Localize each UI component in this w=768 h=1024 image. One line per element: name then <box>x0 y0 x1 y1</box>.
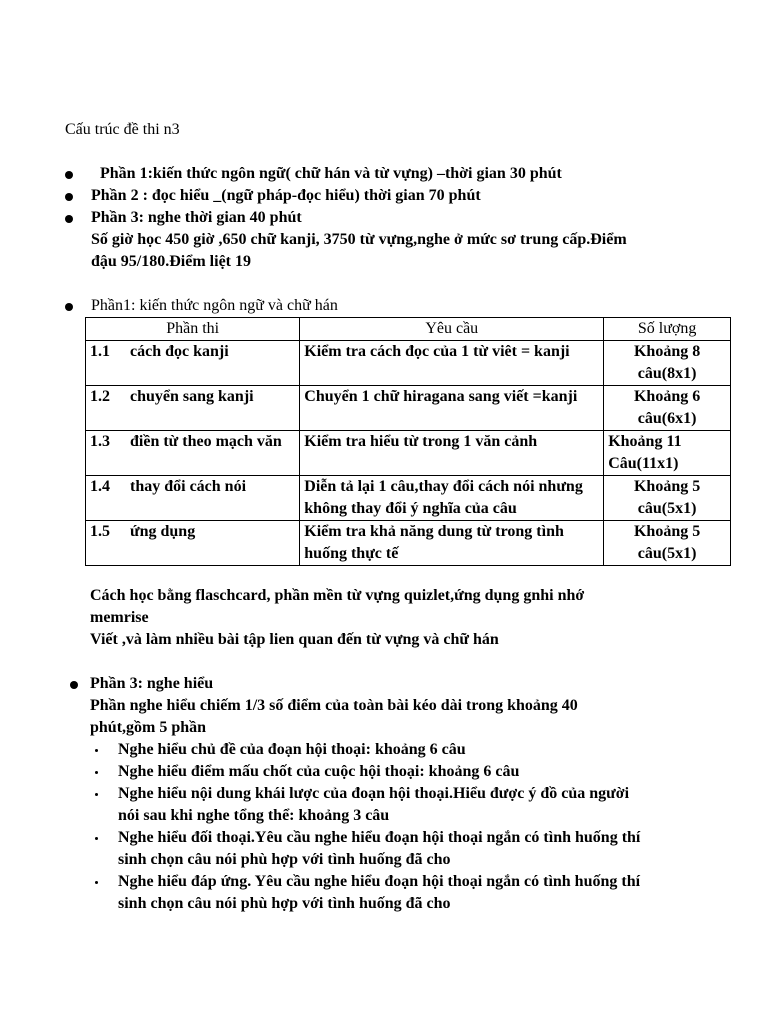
header-cell: Số lượng <box>604 318 731 341</box>
bullet-icon <box>95 881 98 884</box>
bullet-icon <box>95 749 98 752</box>
list-item: Nghe hiểu chủ đề của đoạn hội thoại: khoảng 6 câu <box>70 739 735 761</box>
quantity-cell: Khoảng 11 Câu(11x1) <box>604 431 731 476</box>
bullet-icon <box>95 837 98 840</box>
header-cell: Yêu cầu <box>300 318 604 341</box>
requirement-cell: Kiểm tra khả năng dung từ trong tình huống thực tế <box>300 521 604 566</box>
list-item: Nghe hiểu điểm mấu chốt của cuộc hội thoại: khoảng 6 câu <box>70 761 735 783</box>
quantity-cell: Khoảng 5 câu(5x1) <box>604 521 731 566</box>
study-method: Cách học bằng flaschcard, phần mền từ vựng quizlet,ứng dụng gnhi nhớ memrise Viết ,và làm nhiều bài tập lien quan đến từ vựng và chữ hán <box>90 587 585 648</box>
part-2-item: Phần 2 : đọc hiểu _(ngữ pháp-đọc hiểu) thời gian 70 phút <box>65 185 735 207</box>
parts-list <box>65 163 735 273</box>
part1-heading: Phần1: kiến thức ngôn ngữ và chữ hán <box>65 295 735 317</box>
bullet-icon <box>65 171 73 179</box>
quantity-cell: Khoảng 5 câu(5x1) <box>604 476 731 521</box>
part-3-item: Phần 3: nghe thời gian 40 phút <box>65 207 735 229</box>
part1-heading-block <box>65 295 735 317</box>
part3-intro: Phần nghe hiểu chiếm 1/3 số điểm của toàn bài kéo dài trong khoảng 40 phút,gồm 5 phần <box>90 697 578 736</box>
part-1-item: Phần 1:kiến thức ngôn ngữ( chữ hán và từ vựng) –thời gian 30 phút <box>65 163 735 185</box>
section-cell: 1.2 chuyển sang kanji <box>86 386 300 431</box>
part3-section <box>70 673 735 915</box>
quantity-cell: Khoảng 6 câu(6x1) <box>604 386 731 431</box>
table-row <box>86 341 731 386</box>
requirement-cell: Diễn tả lại 1 câu,thay đổi cách nói nhưng không thay đổi ý nghĩa của câu <box>300 476 604 521</box>
header-cell: Phần thi <box>86 318 300 341</box>
bullet-icon <box>95 793 98 796</box>
quantity-cell: Khoảng 8 câu(8x1) <box>604 341 731 386</box>
bullet-icon <box>95 771 98 774</box>
bullet-icon <box>65 303 73 311</box>
table-row <box>86 476 731 521</box>
table-row <box>86 386 731 431</box>
requirements-table <box>85 317 731 566</box>
bullet-icon <box>70 681 78 689</box>
document-title: Cấu trúc đề thi n3 <box>65 121 180 138</box>
table-row <box>86 521 731 566</box>
section-cell: 1.3 điền từ theo mạch văn <box>86 431 300 476</box>
bullet-icon <box>65 193 73 201</box>
table-row <box>86 431 731 476</box>
study-info: Số giờ học 450 giờ ,650 chữ kanji, 3750 từ vựng,nghe ở mức sơ trung cấp.Điểm đậu 95/180.Điểm liệt 19 <box>91 231 627 270</box>
list-item: Nghe hiểu nội dung khái lược của đoạn hội thoại.Hiểu được ý đồ của người nói sau khi nghe tổng thể: khoảng 3 câu <box>70 783 735 827</box>
table-header-row <box>86 318 731 341</box>
part3-heading: Phần 3: nghe hiểu <box>70 673 735 695</box>
section-cell: 1.1 cách đọc kanji <box>86 341 300 386</box>
section-cell: 1.4 thay đổi cách nói <box>86 476 300 521</box>
bullet-icon <box>65 215 73 223</box>
list-item: Nghe hiểu đối thoại.Yêu cầu nghe hiểu đoạn hội thoại ngắn có tình huống thí sinh chọn câu nói phù hợp với tình huống đã cho <box>70 827 735 871</box>
section-cell: 1.5 ứng dụng <box>86 521 300 566</box>
listening-list <box>70 739 735 915</box>
requirement-cell: Chuyển 1 chữ hiragana sang viết =kanji <box>300 386 604 431</box>
list-item: Nghe hiểu đáp ứng. Yêu cầu nghe hiểu đoạn hội thoại ngắn có tình huống thí sinh chọn câu nói phù hợp với tình huống đã cho <box>70 871 735 915</box>
requirement-cell: Kiểm tra hiểu từ trong 1 văn cảnh <box>300 431 604 476</box>
requirement-cell: Kiểm tra cách đọc của 1 từ viêt = kanji <box>300 341 604 386</box>
